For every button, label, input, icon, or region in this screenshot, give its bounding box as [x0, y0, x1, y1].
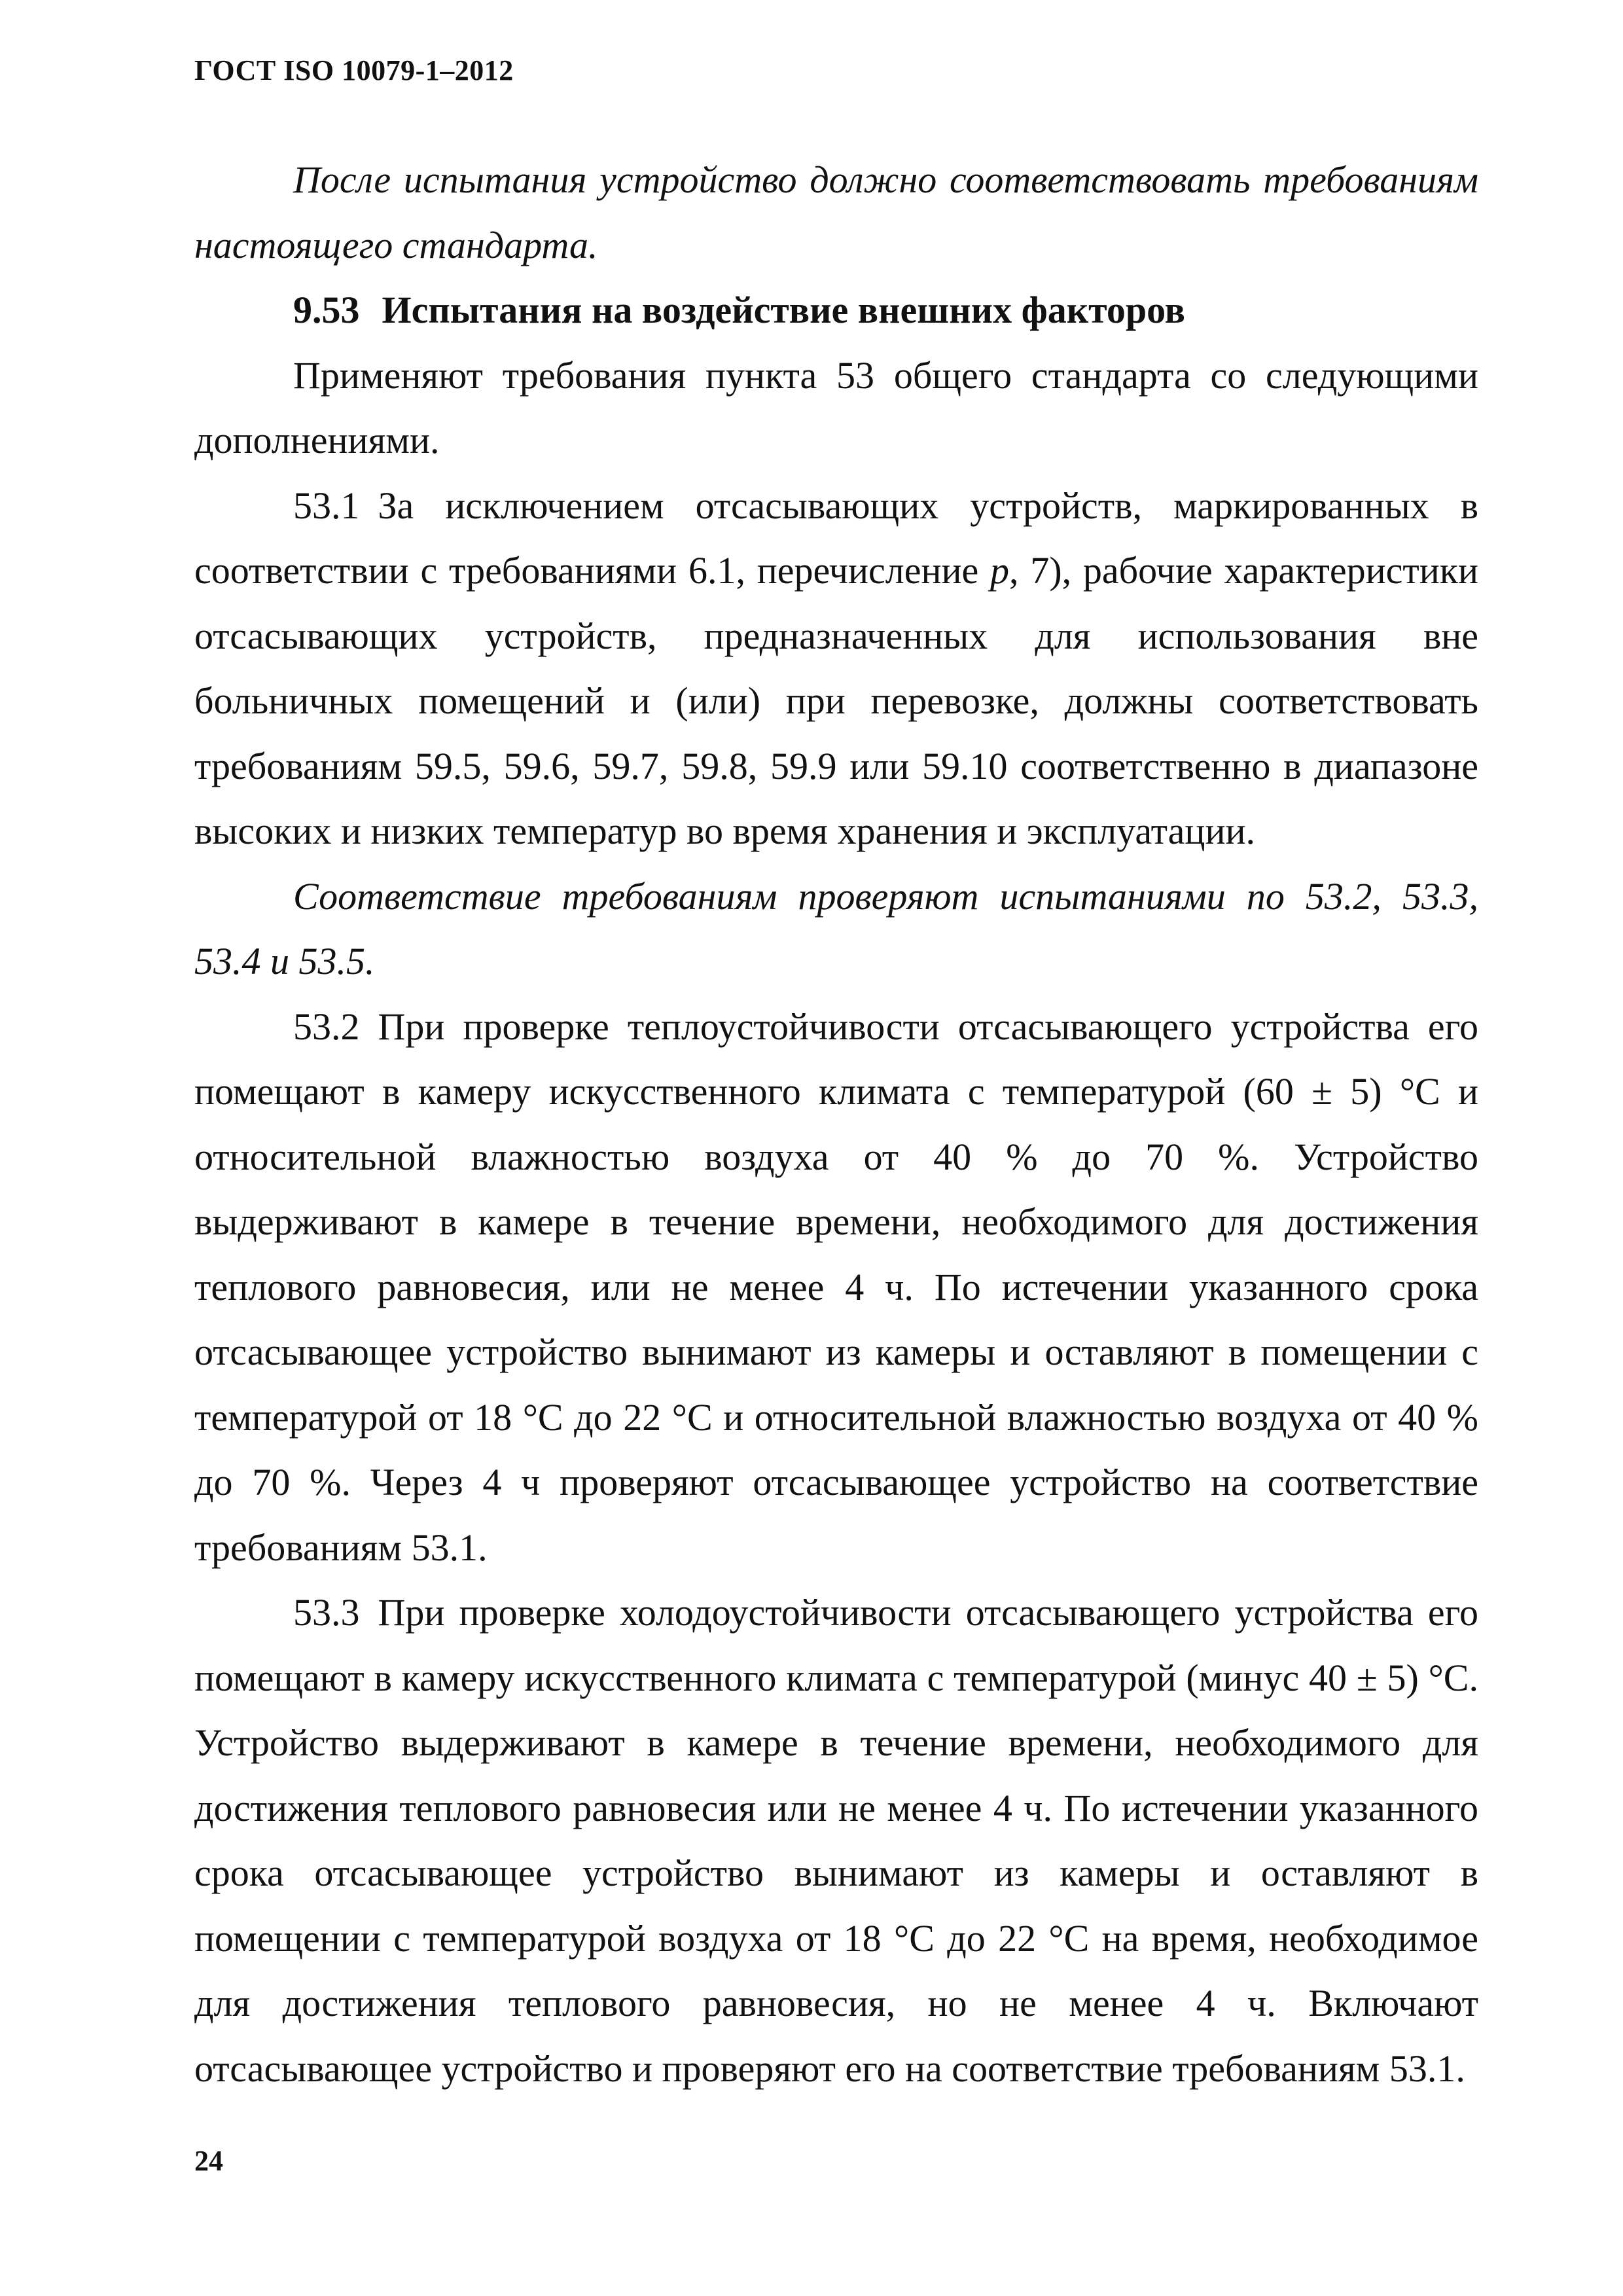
clause-text-part: , 7), рабочие характеристики отсасывающих устройств, предназначенных для использования вне больничных помещений и (или) при перевозке, должны соответствовать требованиям 59.5, 59.6, 59.7, 59.8, 59.9 или 59.10 соответственно в диапазоне высоких и низких температур во время хранения и эксплуатации.: [194, 549, 1478, 852]
clause-number: 53.1: [293, 484, 360, 527]
clause-variable: p: [990, 549, 1010, 592]
page-number: 24: [194, 2145, 223, 2177]
document-header: ГОСТ ISO 10079-1–2012: [194, 54, 514, 86]
clause-text-part: За исключением отсасывающих устройств, маркированных в соответствии с требованиями 6.1, перечисление: [194, 484, 1478, 592]
clause-text: При проверке холодоустойчивости отсасывающего устройства его помещают в камеру искусственного климата с температурой (минус 40 ± 5) °С. Устройство выдерживают в камере в течение времени, необходимого для достижения теплового равновесия или не менее 4 ч. По истечении указанного срока отсасывающее устройство вынимают из камеры и оставляют в помещении с температурой воздуха от 18 °С до 22 °С на время, необходимое для достижения теплового равновесия, но не менее 4 ч. Включают отсасывающее устройство и проверяют его на соответствие требованиям 53.1.: [194, 1591, 1478, 2090]
clause-number: 53.2: [293, 1005, 360, 1048]
clause-number: 53.3: [293, 1591, 360, 1634]
section-title: Испытания на воздействие внешних факторов: [382, 289, 1185, 331]
paragraph-53-3: [194, 1580, 1478, 2101]
paragraph-test-result: После испытания устройство должно соответствовать требованиям настоящего стандарта.: [194, 158, 1478, 266]
document-body: [194, 147, 1478, 2101]
paragraph-53-1: [194, 473, 1478, 864]
paragraph-intro: Применяют требования пункта 53 общего стандарта со следующими дополнениями.: [194, 353, 1478, 461]
paragraph-53-2: [194, 994, 1478, 1581]
paragraph-compliance-check: Соответствие требованиям проверяют испытаниями по 53.2, 53.3, 53.4 и 53.5.: [194, 874, 1478, 982]
clause-text: При проверке теплоустойчивости отсасывающего устройства его помещают в камеру искусственного климата с температурой (60 ± 5) °С и относительной влажностью воздуха от 40 % до 70 %. Устройство выдерживают в камере в течение времени, необходимого для достижения теплового равновесия, или не менее 4 ч. По истечении указанного срока отсасывающее устройство вынимают из камеры и оставляют в помещении с температурой от 18 °С до 22 °С и относительной влажностью воздуха от 40 % до 70 %. Через 4 ч проверяют отсасывающее устройство на соответствие требованиям 53.1.: [194, 1005, 1478, 1569]
section-heading: [194, 278, 1478, 343]
section-number: 9.53: [293, 289, 360, 331]
